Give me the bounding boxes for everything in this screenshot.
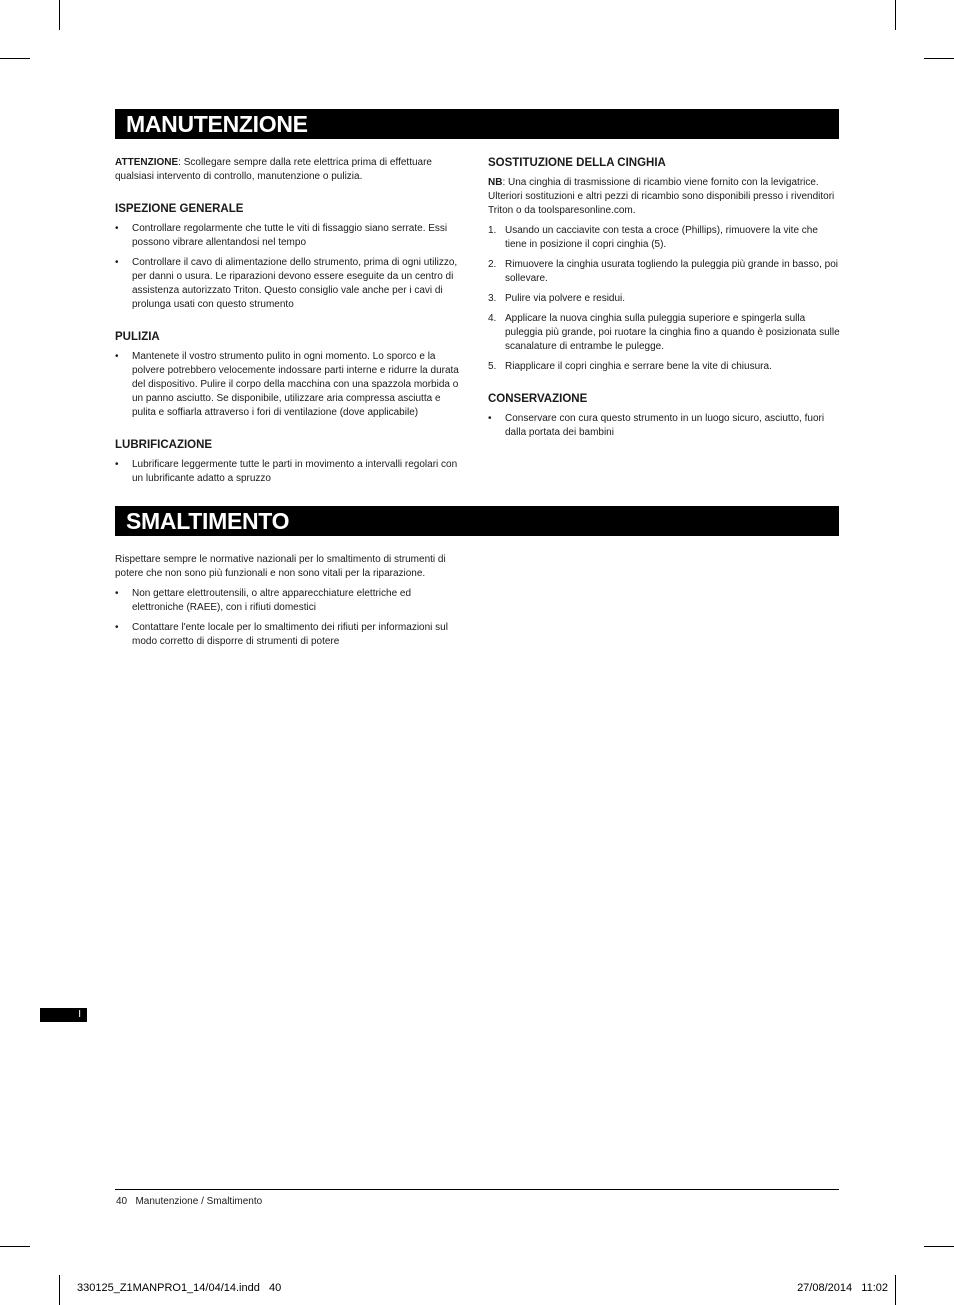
footer-section: Manutenzione / Smaltimento [135,1196,263,1207]
smaltimento-column [115,553,465,649]
bullet-icon: • [115,351,119,362]
slug-date: 27/08/2014 11:02 [797,1282,888,1294]
step-item: 2. Rimuovere la cinghia usurata togliendo la puleggia più grande in basso, poi sollevare. [488,259,838,284]
section-banner-smaltimento: SMALTIMENTO [115,506,839,536]
left-column [115,156,465,486]
attenzione-paragraph [115,156,465,184]
bullet-icon: • [115,257,119,268]
nb-label: NB [488,177,503,188]
crop-mark [895,1275,896,1305]
nb-paragraph: NB: Una cinghia di trasmissione di ricambio viene fornito con la levigatrice. Ulteriori sostituzioni e altri pezzi di ricambio sono disponibili presso i rivenditori Triton o da toolsparesonline.com. [488,177,835,216]
step-number: 5. [488,361,497,372]
heading-lubrificazione: LUBRIFICAZIONE [115,439,213,451]
list-item: • Controllare regolarmente che tutte le viti di fissaggio siano serrate. Essi possono vibrare allentandosi nel tempo [115,223,448,248]
attenzione-label: ATTENZIONE [115,157,179,168]
list-item: • Lubrificare leggermente tutte le parti in movimento a intervalli regolari con un lubrificante adatto a spruzzo [115,459,458,484]
step-number: 3. [488,293,497,304]
bullet-icon: • [115,223,119,234]
crop-mark [59,1275,60,1305]
list-item: • Controllare il cavo di alimentazione dello strumento, prima di ogni utilizzo, per danni o usura. Le riparazioni devono essere eseguite da un centro di assistenza autorizzato Triton. Questo consiglio vale anche per i cavi di prolunga usati con questo strumento [115,257,458,310]
bullet-icon: • [488,413,492,424]
heading-sostituzione: SOSTITUZIONE DELLA CINGHIA [488,157,666,169]
bullet-icon: • [115,622,119,633]
slug-file: 330125_Z1MANPRO1_14/04/14.indd 40 [77,1282,282,1294]
step-number: 1. [488,225,497,236]
crop-mark [924,1246,954,1247]
step-number: 2. [488,259,497,270]
page-footer [116,1195,262,1209]
page-number: 40 [116,1196,128,1207]
step-item: 3. Pulire via polvere e residui. [488,293,626,304]
bullet-icon: • [115,459,119,470]
smaltimento-intro: Rispettare sempre le normative nazionali per lo smaltimento di strumenti di potere che non sono più funzionali e non sono vitali per la riparazione. [115,554,446,579]
right-column [488,156,840,440]
list-item: • Mantenete il vostro strumento pulito in ogni momento. Lo sporco e la polvere potrebbero velocemente indossare parti interne e ridurre la durata del dispositivo. Pulire il corpo della macchina con una spazzola morbida o un panno asciutto. Se disponibile, utilizzare aria compressa asciutta e pulita e soffiarla attraverso i fori di ventilazione (dove applicabile) [115,351,459,418]
attenzione-text: : Scollegare sempre dalla rete elettrica prima di effettuare qualsiasi intervento di controllo, manutenzione o pulizia. [115,157,432,182]
crop-mark [59,0,60,30]
section-banner-manutenzione: MANUTENZIONE [115,109,839,139]
step-number: 4. [488,313,497,324]
heading-pulizia: PULIZIA [115,331,160,343]
step-item: 4. Applicare la nuova cinghia sulla puleggia superiore e spingerla sulla puleggia più grande, poi ruotare la cinghia fino a quando è posizionata sulle scanalature di entrambe le pulegge. [488,313,840,352]
crop-mark [0,58,30,59]
footer-rule [115,1189,839,1190]
step-item: 5. Riapplicare il copri cinghia e serrare bene la vite di chiusura. [488,361,772,372]
language-tab: I [40,1008,87,1022]
list-item: • Contattare l'ente locale per lo smaltimento dei rifiuti per informazioni sul modo corretto di disporre di strumenti di potere [115,622,448,647]
list-item: • Conservare con cura questo strumento in un luogo sicuro, asciutto, fuori dalla portata dei bambini [488,413,825,438]
step-item: 1. Usando un cacciavite con testa a croce (Phillips), rimuovere la vite che tiene in posizione il copri cinghia (5). [488,225,818,250]
heading-ispezione: ISPEZIONE GENERALE [115,203,244,215]
crop-mark [895,0,896,30]
list-item: • Non gettare elettroutensili, o altre apparecchiature elettriche ed elettroniche (RAEE), con i rifiuti domestici [115,588,412,613]
heading-conservazione: CONSERVAZIONE [488,393,588,405]
crop-mark [0,1246,30,1247]
bullet-icon: • [115,588,119,599]
crop-mark [924,58,954,59]
